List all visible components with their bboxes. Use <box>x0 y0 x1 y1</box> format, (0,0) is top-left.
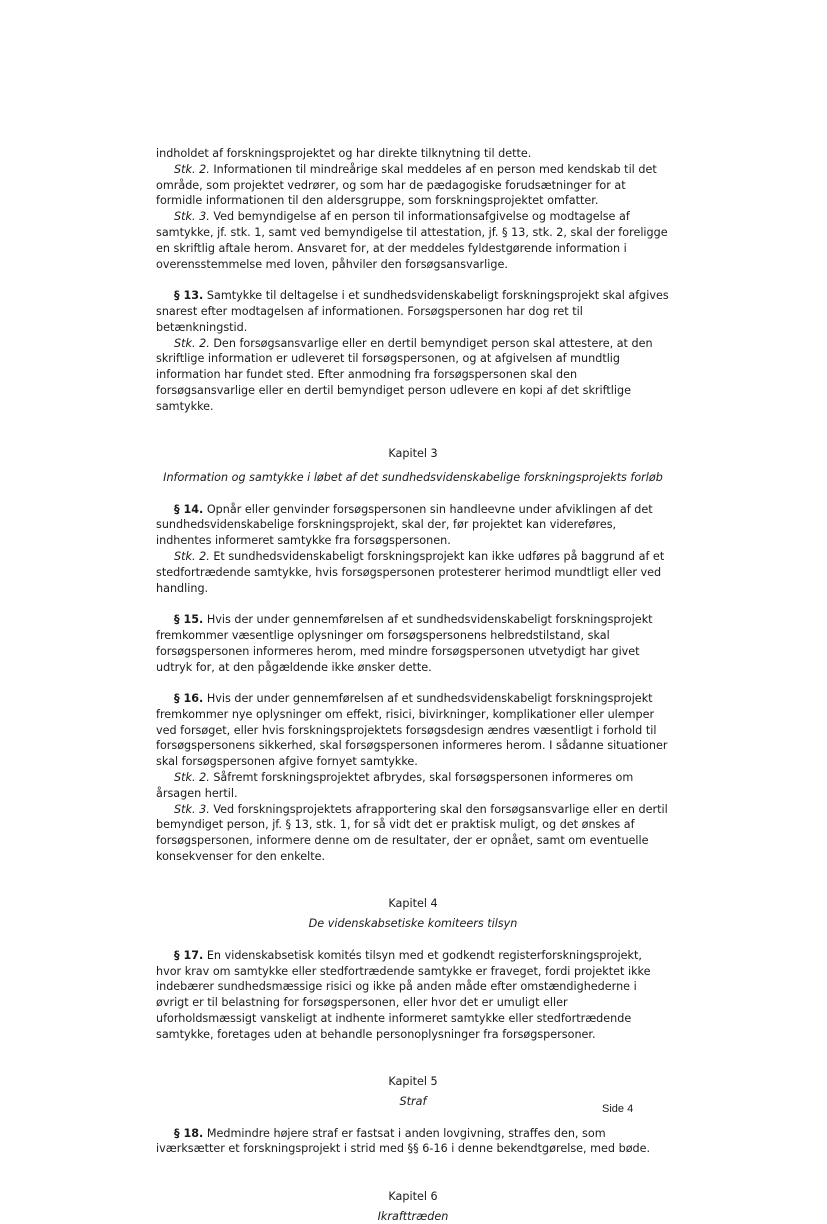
stk-text: Den forsøgsansvarlige eller en dertil bemyndiget person skal attestere, at den skriftlige information er udleveret til forsøgspersonen, og at afgivelsen af mundtlig information har fundet sted. Efter anmodning fra forsøgspersonen skal den forsøgsansvarlige eller en dertil bemyndiget person udlevere en kopi af det skriftlige samtykke. <box>156 336 653 413</box>
section-text: Hvis der under gennemførelsen af et sundhedsvidenskabeligt forskningsprojekt fremkommer nye oplysninger om effekt, risici, bivirkninger, komplikationer eller ulemper ved forsøget, eller hvis forskningsprojektets forsøgsdesign ændres væsentligt i forhold til forsøgspersonens sikkerhed, skal forsøgspersonen informeres herom. I sådanne situationer skal forsøgspersonen afgive fornyet samtykke. <box>156 692 668 769</box>
stk-text: Ved forskningsprojektets afrapportering skal den forsøgsansvarlige eller en dertil bemyndiget person, jf. § 13, stk. 1, for så vidt det er praktisk muligt, og det ønskes af forsøgspersonen, informere denne om de resultater, der er opnået, samt om eventuelle konsekvenser for den enkelte. <box>156 802 668 864</box>
stk-text: Ved bemyndigelse af en person til informationsafgivelse og modtagelse af samtykke, jf. stk. 1, samt ved bemyndigelse til attestation, jf. § 13, stk. 2, skal der foreligge en skriftlig aftale herom. Ansvaret for, at der meddeles fyldestgørende information i overensstemmelse med loven, påhviler den forsøgsansvarlige. <box>156 210 668 271</box>
section-14 <box>156 502 670 549</box>
chapter-4-title: De videnskabsetiske komiteers tilsyn <box>308 917 518 931</box>
stk-text: Et sundhedsvidenskabeligt forskningsprojekt kan ikke udføres på baggrund af et stedfortrædende samtykke, hvis forsøgspersonen protesterer herimod mundtligt eller ved handling. <box>156 549 665 595</box>
stk-label: Stk. 2. <box>174 549 210 563</box>
section-13 <box>156 288 670 335</box>
section-number: § 18. <box>174 1126 204 1140</box>
stk-label: Stk. 3. <box>174 210 210 224</box>
chapter-5-label: Kapitel 5 <box>388 1075 438 1089</box>
section-14-stk-2 <box>156 549 670 596</box>
section-text: Samtykke til deltagelse i et sundhedsvidenskabeligt forskningsprojekt skal afgives snarest efter modtagelsen af informationen. Forsøgspersonen har dog ret til betænkningstid. <box>156 289 669 334</box>
stk-label: Stk. 2. <box>174 771 210 785</box>
chapter-6-title: Ikrafttræden <box>377 1209 449 1223</box>
section-12-stk-2 <box>156 162 670 209</box>
section-number: § 16. <box>174 692 204 706</box>
stk-label: Stk. 3. <box>174 802 210 816</box>
section-text: Hvis der under gennemførelsen af et sundhedsvidenskabeligt forskningsprojekt fremkommer væsentlige oplysninger om forsøgspersonens helbredstilstand, skal forsøgspersonen informeres herom, med mindre forsøgspersonen utvetydigt har givet udtryk for, at den pågældende ikke ønsker dette. <box>156 613 653 674</box>
section-text: En videnskabsetisk komités tilsyn med et godkendt registerforskningsprojekt, hvor krav om samtykke eller stedfortrædende samtykke er fraveget, fordi projektet ikke indebærer sundhedsmæssige risici og ikke på anden måde efter omstændighederne i øvrigt er til belastning for forsøgspersonen, eller hvor det er umuligt eller uforholdsmæssigt vanskeligt at indhente informeret samtykke eller stedfortrædende samtykke, foretages uden at behandle personoplysninger fra forsøgspersoner. <box>156 948 651 1041</box>
stk-label: Stk. 2. <box>174 162 210 176</box>
section-number: § 13. <box>174 289 204 303</box>
section-text: Medmindre højere straf er fastsat i anden lovgivning, straffes den, som iværksætter et forskningsprojekt i strid med §§ 6-16 i denne bekendtgørelse, med bøde. <box>156 1126 651 1156</box>
section-18 <box>156 1126 670 1158</box>
stk-text: Såfremt forskningsprojektet afbrydes, skal forsøgspersonen informeres om årsagen hertil. <box>156 771 634 800</box>
section-15 <box>156 612 670 675</box>
chapter-6-label: Kapitel 6 <box>388 1189 438 1203</box>
section-number: § 15. <box>174 613 204 627</box>
section-16 <box>156 691 670 770</box>
document-body <box>156 146 670 1224</box>
stk-text: Informationen til mindreårige skal meddeles af en person med kendskab til det område, som projektet vedrører, og som har de pædagogiske forudsætninger for at formidle informationen til den aldersgruppe, som forskningsprojektet omfatter. <box>156 162 657 208</box>
paragraph-continuation: indholdet af forskningsprojektet og har direkte tilknytning til dette. <box>156 147 532 160</box>
section-12-stk-3 <box>156 209 670 272</box>
section-16-stk-3 <box>156 802 670 865</box>
chapter-3-title: Information og samtykke i løbet af det sundhedsvidenskabelige forskningsprojekts forløb <box>163 470 663 484</box>
stk-label: Stk. 2. <box>174 336 210 350</box>
section-17 <box>156 948 670 1043</box>
page-number: Side 4 <box>602 1103 634 1115</box>
chapter-3-label: Kapitel 3 <box>388 447 438 461</box>
section-number: § 14. <box>174 502 204 516</box>
section-text: Opnår eller genvinder forsøgspersonen sin handleevne under afviklingen af det sundhedsvidenskabelige forskningsprojekt, skal der, før projektet kan videreføres, indhentes informeret samtykke fra forsøgspersonen. <box>156 502 653 548</box>
section-16-stk-2 <box>156 770 670 802</box>
section-number: § 17. <box>174 948 204 962</box>
chapter-5-title: Straf <box>399 1095 427 1109</box>
section-13-stk-2 <box>156 336 670 415</box>
chapter-4-label: Kapitel 4 <box>388 897 438 911</box>
